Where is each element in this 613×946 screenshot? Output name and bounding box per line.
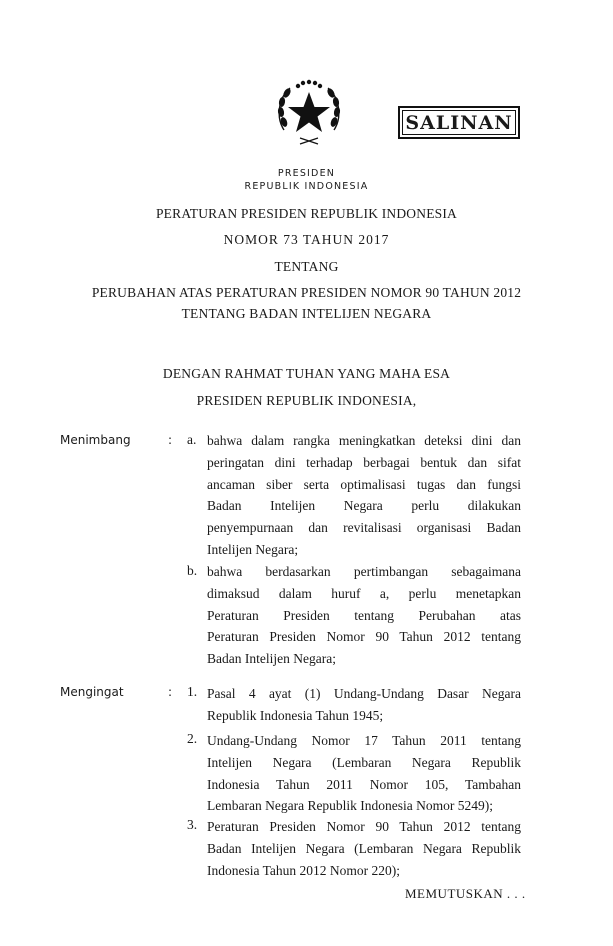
text-line: Indonesia Tahun 2012 Nomor 220); xyxy=(207,862,401,878)
mengingat-item-2 xyxy=(207,730,521,817)
regulation-tentang: TENTANG xyxy=(274,259,339,274)
emblem-caption-presiden: PRESIDEN xyxy=(277,168,336,179)
regulation-subject-line-2: TENTANG BADAN INTELIJEN NEGARA xyxy=(181,306,432,321)
text-line: dimaksud dalam huruf a, perlu menetapkan xyxy=(207,585,521,601)
presidential-emblem-icon xyxy=(270,78,348,148)
emblem-caption-republik: REPUBLIK INDONESIA xyxy=(244,181,369,192)
text-line: Badan Intelijen Negara; xyxy=(207,651,336,667)
text-line: peringatan dini terhadap berbagai bentuk dan sifat xyxy=(207,454,521,470)
mengingat-item-3-marker: 3. xyxy=(187,817,198,832)
regulation-number: NOMOR 73 TAHUN 2017 xyxy=(223,232,390,247)
text-line: bahwa berdasarkan pertimbangan sebagaimana xyxy=(207,564,521,579)
menimbang-item-a xyxy=(207,430,521,561)
mengingat-item-1-marker: 1. xyxy=(187,684,198,699)
text-line: bahwa dalam rangka meningkatkan deteksi dini dan xyxy=(207,433,521,448)
salinan-stamp xyxy=(398,106,520,139)
text-line: Badan Intelijen Negara perlu dilakukan xyxy=(207,498,521,514)
text-line: Indonesia Tahun 2011 Nomor 105, Tambahan xyxy=(207,776,521,792)
mengingat-item-1 xyxy=(207,683,521,727)
text-line: penyempurnaan dan revitalisasi organisasi Badan xyxy=(207,520,521,536)
regulation-subject-line-1: PERUBAHAN ATAS PERATURAN PRESIDEN NOMOR 90 TAHUN 2012 xyxy=(91,285,522,300)
preamble-president: PRESIDEN REPUBLIK INDONESIA, xyxy=(196,393,417,408)
mengingat-item-3 xyxy=(207,816,521,881)
menimbang-label: Menimbang xyxy=(60,433,131,447)
text-line: Peraturan Presiden tentang Perubahan atas xyxy=(207,607,521,623)
text-line: Pasal 4 ayat (1) Undang-Undang Dasar Negara xyxy=(207,686,521,701)
text-line: Peraturan Presiden Nomor 90 Tahun 2012 tentang xyxy=(207,629,521,645)
regulation-title: PERATURAN PRESIDEN REPUBLIK INDONESIA xyxy=(155,206,458,221)
text-line: Undang-Undang Nomor 17 Tahun 2011 tentang xyxy=(207,733,521,748)
mengingat-item-2-marker: 2. xyxy=(187,731,198,746)
mengingat-colon: : xyxy=(168,685,173,699)
text-line: Republik Indonesia Tahun 1945; xyxy=(207,707,384,723)
menimbang-item-b xyxy=(207,561,521,670)
menimbang-colon: : xyxy=(168,433,173,447)
text-line: ancaman siber serta optimalisasi tugas dan fungsi xyxy=(207,476,521,492)
menimbang-item-b-marker: b. xyxy=(187,563,198,578)
menimbang-item-a-marker: a. xyxy=(187,432,197,447)
stamp-label: SALINAN xyxy=(402,110,516,135)
preamble-invocation: DENGAN RAHMAT TUHAN YANG MAHA ESA xyxy=(162,366,451,381)
text-line: Peraturan Presiden Nomor 90 Tahun 2012 tentang xyxy=(207,819,521,834)
continuation-marker: MEMUTUSKAN . . . xyxy=(405,886,526,901)
mengingat-label: Mengingat xyxy=(60,685,124,699)
text-line: Intelijen Negara; xyxy=(207,541,299,557)
text-line: Intelijen Negara (Lembaran Negara Republik xyxy=(207,754,521,770)
text-line: Lembaran Negara Republik Indonesia Nomor 5249); xyxy=(207,798,494,814)
text-line: Badan Intelijen Negara (Lembaran Negara Republik xyxy=(207,840,521,856)
